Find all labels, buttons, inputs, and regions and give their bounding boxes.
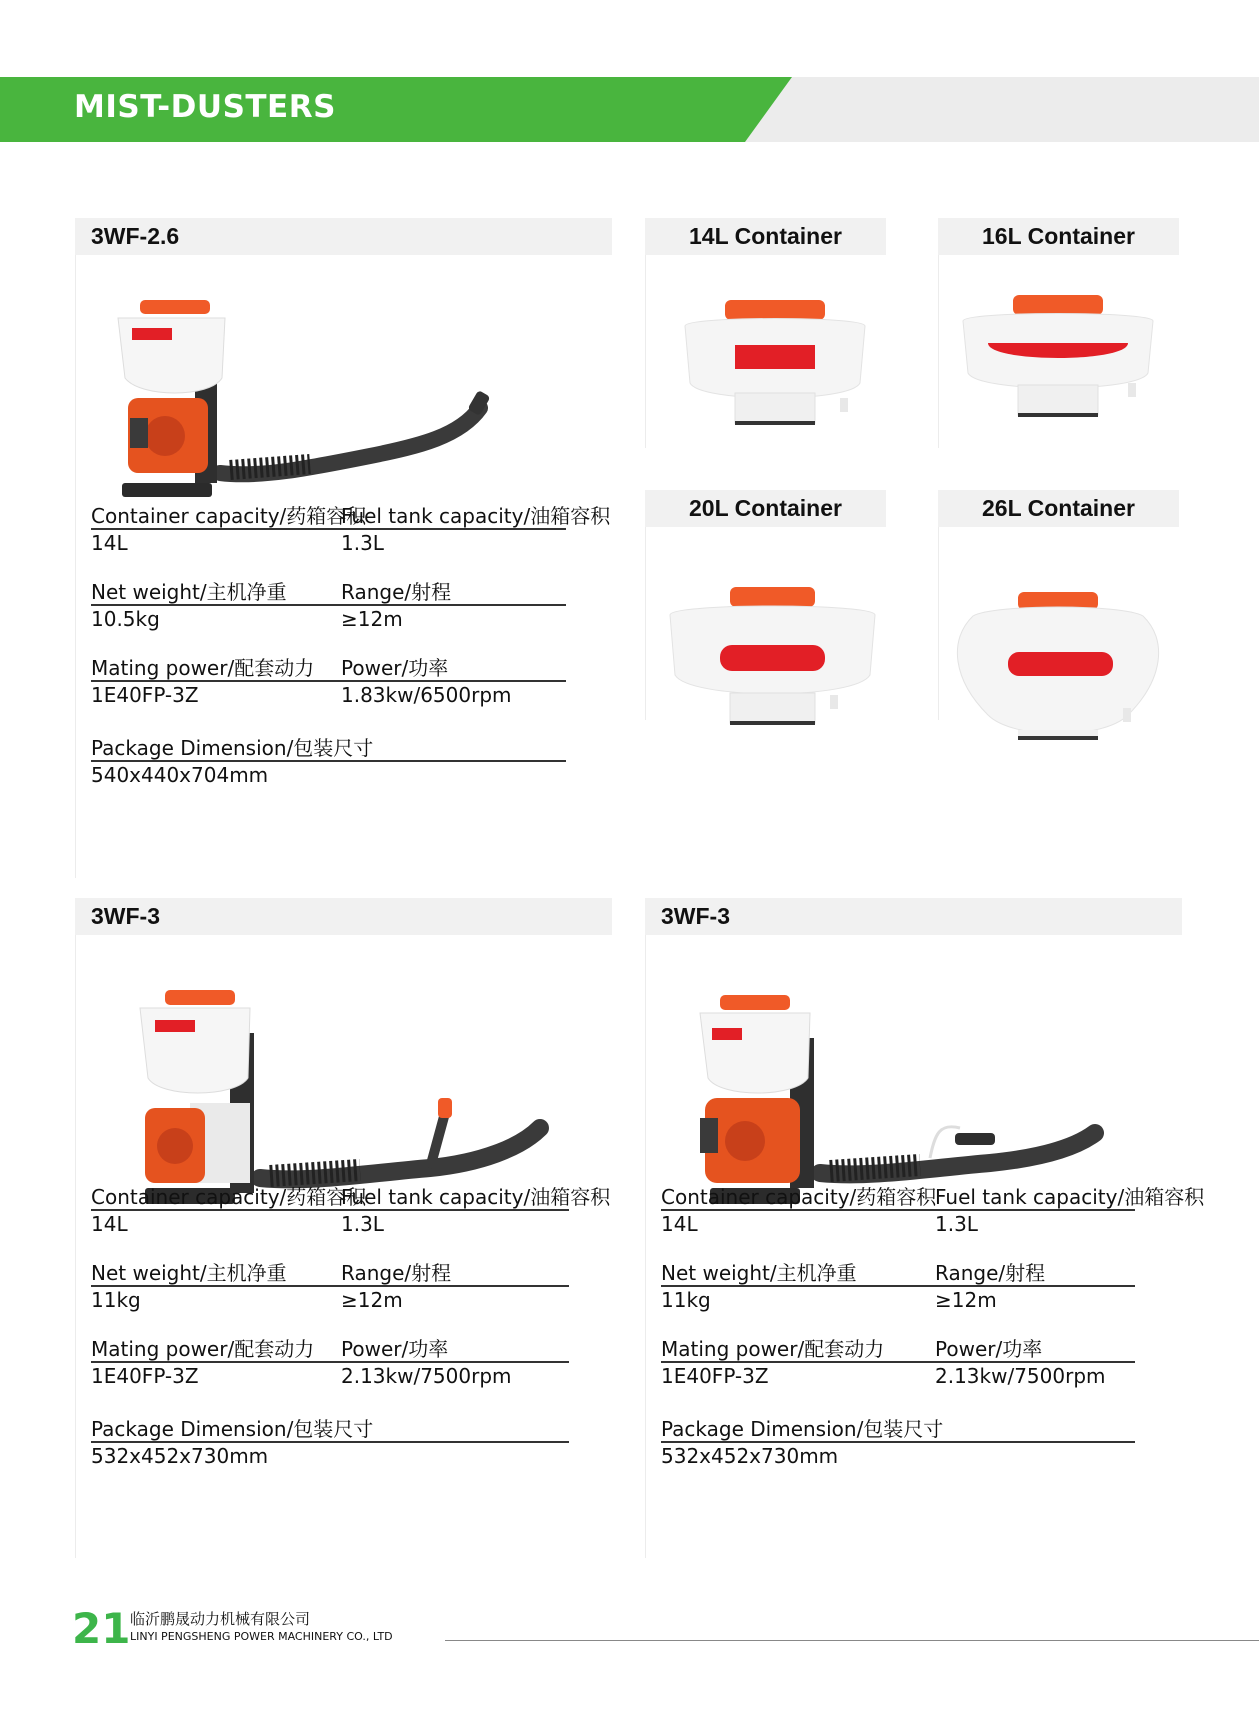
package-dimension-label: Package Dimension/包装尺寸	[91, 1417, 374, 1441]
mating-power-label: Mating power/配套动力	[91, 1337, 315, 1361]
package-dimension-value: 540x440x704mm	[91, 763, 269, 787]
power-value: 1.83kw/6500rpm	[341, 683, 512, 707]
product-model-title: 3WF-3	[75, 898, 612, 935]
container-panel-26l	[938, 490, 1179, 720]
company-name-en: LINYI PENGSHENG POWER MACHINERY CO., LTD	[130, 1630, 393, 1643]
net-weight-label: Net weight/主机净重	[91, 1261, 287, 1285]
container-capacity-value: 14L	[91, 531, 128, 555]
net-weight-value: 10.5kg	[91, 607, 160, 631]
product-model-title: 3WF-2.6	[75, 218, 612, 255]
mating-power-value: 1E40FP-3Z	[91, 1364, 199, 1388]
product-panel-3wf-3-left	[75, 898, 612, 1558]
product-panel-3wf-3-right	[645, 898, 1205, 1558]
section-title: MIST-DUSTERS	[74, 89, 336, 125]
container-title: 26L Container	[938, 490, 1179, 527]
page-number: 21	[72, 1604, 131, 1653]
net-weight-value: 11kg	[661, 1288, 711, 1312]
container-panel-16l	[938, 218, 1179, 448]
mist-duster-image	[110, 288, 540, 508]
mating-power-value: 1E40FP-3Z	[661, 1364, 769, 1388]
net-weight-label: Net weight/主机净重	[91, 580, 287, 604]
range-label: Range/射程	[341, 580, 452, 604]
container-capacity-value: 14L	[91, 1212, 128, 1236]
product-panel-3wf-2-6	[75, 218, 612, 878]
package-dimension-value: 532x452x730mm	[661, 1444, 839, 1468]
container-capacity-value: 14L	[661, 1212, 698, 1236]
fuel-tank-value: 1.3L	[935, 1212, 978, 1236]
container-capacity-label: Container capacity/药箱容积	[91, 1185, 367, 1209]
range-label: Range/射程	[935, 1261, 1046, 1285]
container-capacity-label: Container capacity/药箱容积	[91, 504, 367, 528]
fuel-tank-label: Fuel tank capacity/油箱容积	[341, 504, 611, 528]
range-value: ≥12m	[341, 607, 403, 631]
section-banner	[0, 77, 1259, 142]
fuel-tank-value: 1.3L	[341, 1212, 384, 1236]
range-label: Range/射程	[341, 1261, 452, 1285]
range-value: ≥12m	[341, 1288, 403, 1312]
range-value: ≥12m	[935, 1288, 997, 1312]
container-panel-20l	[645, 490, 886, 720]
power-label: Power/功率	[341, 656, 449, 680]
container-panel-14l	[645, 218, 886, 448]
power-value: 2.13kw/7500rpm	[341, 1364, 512, 1388]
container-20l-image	[665, 585, 880, 735]
mating-power-label: Mating power/配套动力	[91, 656, 315, 680]
spec-table	[91, 1181, 611, 1477]
fuel-tank-label: Fuel tank capacity/油箱容积	[935, 1185, 1205, 1209]
package-dimension-label: Package Dimension/包装尺寸	[661, 1417, 944, 1441]
container-capacity-label: Container capacity/药箱容积	[661, 1185, 937, 1209]
fuel-tank-label: Fuel tank capacity/油箱容积	[341, 1185, 611, 1209]
product-model-title: 3WF-3	[645, 898, 1182, 935]
mist-duster-image	[690, 983, 1150, 1213]
container-16l-image	[958, 293, 1158, 433]
footer-divider	[445, 1640, 1259, 1641]
package-dimension-value: 532x452x730mm	[91, 1444, 269, 1468]
mating-power-label: Mating power/配套动力	[661, 1337, 885, 1361]
net-weight-label: Net weight/主机净重	[661, 1261, 857, 1285]
company-name-cn: 临沂鹏晟动力机械有限公司	[130, 1610, 311, 1628]
power-value: 2.13kw/7500rpm	[935, 1364, 1106, 1388]
power-label: Power/功率	[341, 1337, 449, 1361]
container-26l-image	[953, 590, 1168, 750]
spec-table	[91, 500, 611, 796]
net-weight-value: 11kg	[91, 1288, 141, 1312]
container-title: 16L Container	[938, 218, 1179, 255]
spec-table	[661, 1181, 1205, 1477]
power-label: Power/功率	[935, 1337, 1043, 1361]
container-title: 20L Container	[645, 490, 886, 527]
package-dimension-label: Package Dimension/包装尺寸	[91, 736, 374, 760]
container-14l-image	[680, 298, 870, 438]
container-title: 14L Container	[645, 218, 886, 255]
mating-power-value: 1E40FP-3Z	[91, 683, 199, 707]
fuel-tank-value: 1.3L	[341, 531, 384, 555]
